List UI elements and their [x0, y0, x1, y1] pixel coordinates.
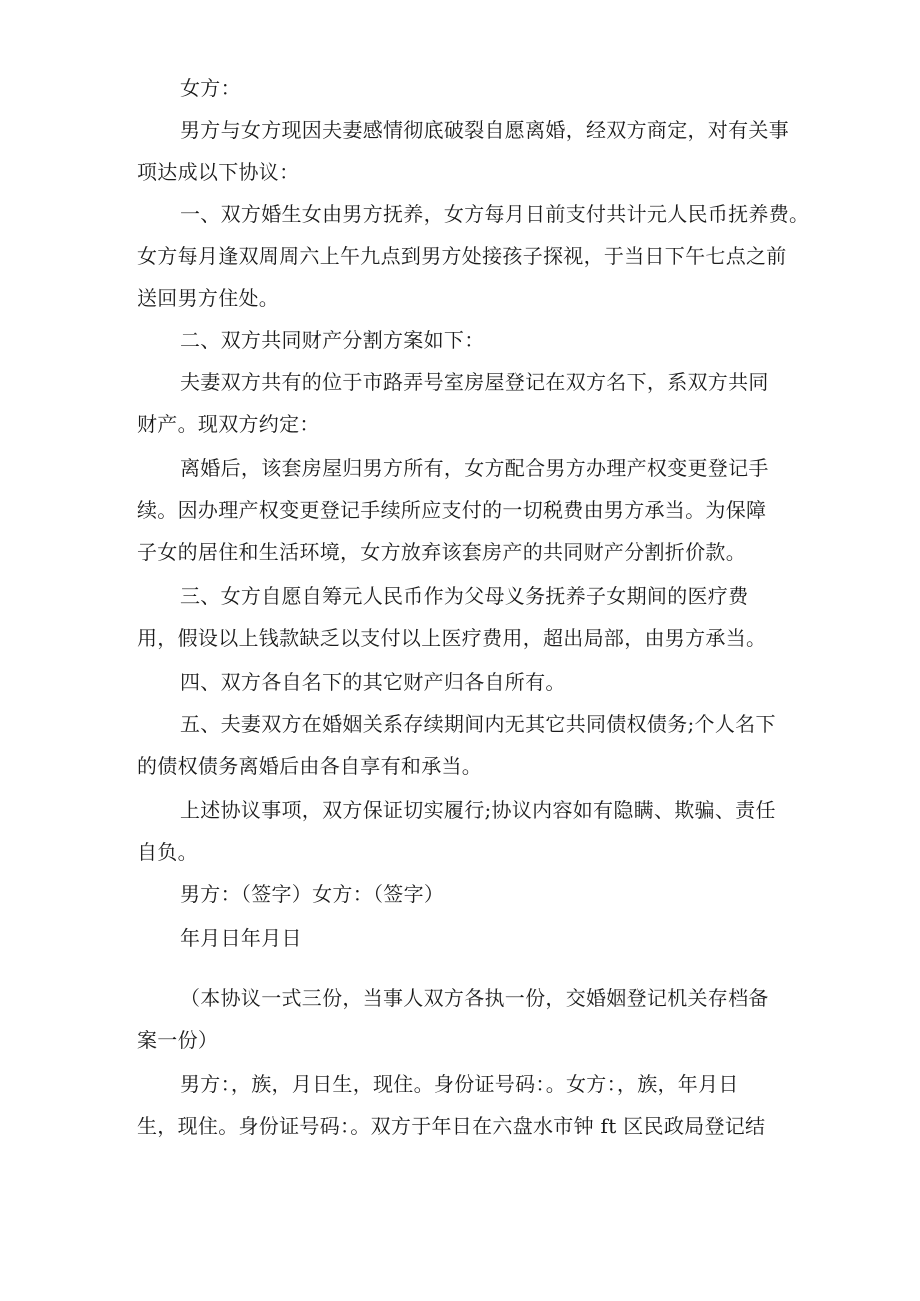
text-line-dates: 年月日年月日 — [180, 926, 302, 950]
text-line-preamble-2: 项达成以下协议： — [137, 160, 300, 184]
text-line-clause-2-b: 财产。现双方约定： — [137, 412, 320, 436]
text-line-parties-b: 生，现住。身份证号码：。双方于年日在六盘水市钟 ft 区民政局登记结 — [137, 1114, 766, 1138]
text-line-wife-label: 女方： — [180, 76, 241, 100]
text-line-clause-2-e: 子女的居住和生活环境，女方放弃该套房产的共同财产分割折价款。 — [137, 540, 746, 564]
text-line-guarantee-b: 自负。 — [137, 840, 198, 864]
text-line-clause-1-c: 送回男方住处。 — [137, 286, 280, 310]
text-line-clause-2-d: 续。因办理产权变更登记手续所应支付的一切税费由男方承当。为保障 — [137, 498, 767, 522]
text-line-signatures: 男方：（签字）女方：（签字） — [180, 882, 445, 906]
text-line-clause-2-heading: 二、双方共同财产分割方案如下： — [180, 328, 485, 352]
text-line-copies-note-b: 案一份） — [137, 1028, 219, 1052]
text-line-clause-5-a: 五、夫妻双方在婚姻关系存续期间内无其它共同债权债务;个人名下 — [180, 712, 776, 736]
text-line-clause-1-b: 女方每月逢双周周六上午九点到男方处接孩子探视，于当日下午七点之前 — [137, 244, 787, 268]
text-line-copies-note-a: （本协议一式三份，当事人双方各执一份，交婚姻登记机关存档备 — [180, 986, 769, 1010]
text-line-parties-a: 男方：，族，月日生，现住。身份证号码：。女方：，族，年月日 — [180, 1072, 739, 1096]
text-line-guarantee-a: 上述协议事项，双方保证切实履行;协议内容如有隐瞒、欺骗、责任 — [180, 798, 776, 822]
text-line-clause-5-b: 的债权债务离婚后由各自享有和承当。 — [137, 754, 483, 778]
text-line-clause-3-b: 用，假设以上钱款缺乏以支付以上医疗费用，超出局部，由男方承当。 — [137, 626, 767, 650]
text-line-clause-1-a: 一、双方婚生女由男方抚养，女方每月日前支付共计元人民币抚养费。 — [180, 202, 810, 226]
text-line-preamble-1: 男方与女方现因夫妻感情彻底破裂自愿离婚，经双方商定，对有关事 — [180, 118, 789, 142]
text-line-clause-2-a: 夫妻双方共有的位于市路弄号室房屋登记在双方名下，系双方共同 — [180, 370, 769, 394]
text-line-clause-2-c: 离婚后，该套房屋归男方所有，女方配合男方办理产权变更登记手 — [180, 456, 769, 480]
text-line-clause-3-a: 三、女方自愿自筹元人民币作为父母义务抚养子女期间的医疗费 — [180, 584, 749, 608]
text-line-clause-4: 四、双方各自名下的其它财产归各自所有。 — [180, 670, 566, 694]
